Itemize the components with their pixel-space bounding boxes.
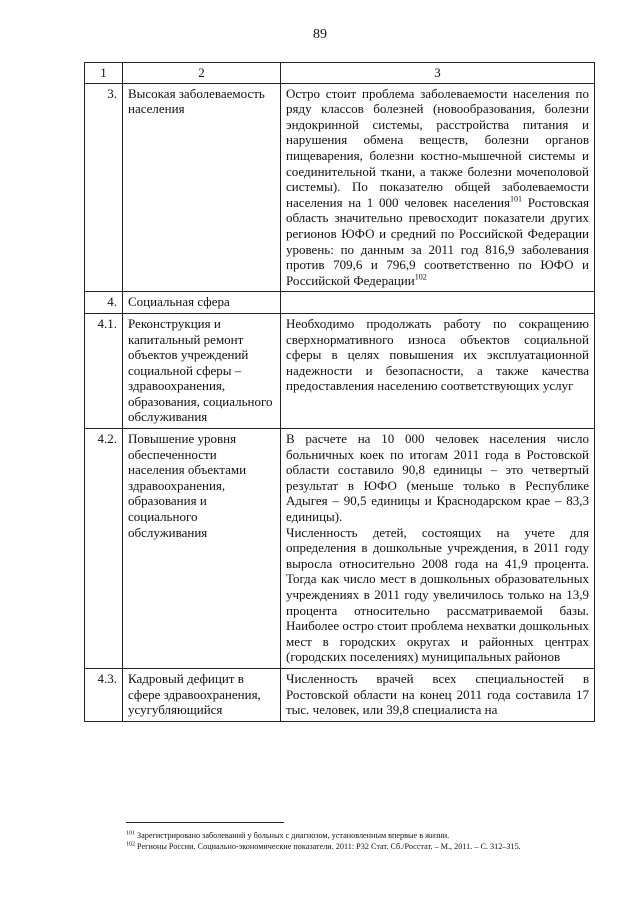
row-title: Повышение уровня обеспеченности населения объектами здравоохранения, образования и социального обслуживания [123, 429, 281, 669]
footnote [126, 830, 596, 841]
page-number: 89 [313, 27, 327, 42]
column-header-1: 1 [85, 63, 123, 84]
footnote-mark: 101 [126, 830, 135, 837]
row-number: 4. [85, 292, 123, 314]
footnote-text: Регионы России. Социально-экономические показатели. 2011: Р32 Стат. Сб./Росстат. – М., 2011. – С. 312–315. [135, 842, 521, 851]
footnote-ref[interactable]: 102 [414, 272, 427, 282]
footnotes [126, 830, 596, 852]
column-header-2: 2 [123, 63, 281, 84]
document-table [84, 62, 595, 722]
description-text: Ростовская область значительно превосходит показатели других регионов ЮФО и средний по Российской Федерации уровень: по данным за 2011 год 816,9 заболевания против 709,6 и 796,9 соответственно по ЮФО и Российской Федерации [286, 194, 589, 288]
row-title: Кадровый дефицит в сфере здравоохранения, усугубляющийся [123, 668, 281, 721]
description-paragraph: В расчете на 10 000 человек населения число больничных коек по итогам 2011 года в Ростовской области составило 90,8 единицы – это четвертый результат в ЮФО (меньше только в Республике Адыгея – 90,5 единицы и Краснодарском крае – 83,3 единицы). [286, 431, 589, 525]
table-row [85, 429, 595, 669]
footnote-ref[interactable]: 101 [510, 194, 523, 204]
row-description: Необходимо продолжать работу по сокращению сверхнормативного износа объектов социальной сферы в целях повышения их эксплуатационной надежности и безопасности, а также качества предоставления населению соответствующих услуг [281, 313, 595, 428]
row-title: Социальная сфера [123, 292, 281, 314]
row-number: 4.1. [85, 313, 123, 428]
table-row [85, 292, 595, 314]
row-title: Реконструкция и капитальный ремонт объектов учреждений социальной сферы – здравоохранения, образования, социального обслуживания [123, 313, 281, 428]
row-number: 4.2. [85, 429, 123, 669]
footnote [126, 841, 596, 852]
table-row [85, 83, 595, 292]
description-text: Остро стоит проблема заболеваемости населения по ряду классов болезней (новообразования, болезни эндокринной системы, расстройства питания и нарушения обмена веществ, болезни органов пищеварения, болезни костно-мышечной системы и соединительной ткани, а также болезни мочеполовой системы). По показателю общей заболеваемости населения на 1 000 человек населения [286, 85, 589, 210]
row-description [281, 292, 595, 314]
column-header-3: 3 [281, 63, 595, 84]
row-number: 3. [85, 83, 123, 292]
row-description [281, 83, 595, 292]
row-title: Высокая заболеваемость населения [123, 83, 281, 292]
footnote-text: Зарегистрировано заболеваний у больных с диагнозом, установленным впервые в жизни. [135, 831, 450, 840]
row-description: Численность врачей всех специальностей в Ростовской области на конец 2011 года составила 17 тыс. человек, или 39,8 специалиста на [281, 668, 595, 721]
footnote-mark: 102 [126, 841, 135, 848]
table-row [85, 313, 595, 428]
description-paragraph: Численность детей, состоящих на учете для определения в дошкольные учреждения, в 2011 году выросла относительно 2008 года на 41,9 процента. Тогда как число мест в дошкольных образовательных учреждениях в 2011 году увеличилось только на 13,9 процента относительно рассматриваемой базы. Наиболее остро стоит проблема нехватки дошкольных мест в городских округах и районных центрах (городских поселениях) муниципальных районов [286, 524, 589, 665]
row-number: 4.3. [85, 668, 123, 721]
footnote-divider [126, 822, 284, 823]
row-description [281, 429, 595, 669]
table-header-row [85, 63, 595, 84]
table-row [85, 668, 595, 721]
